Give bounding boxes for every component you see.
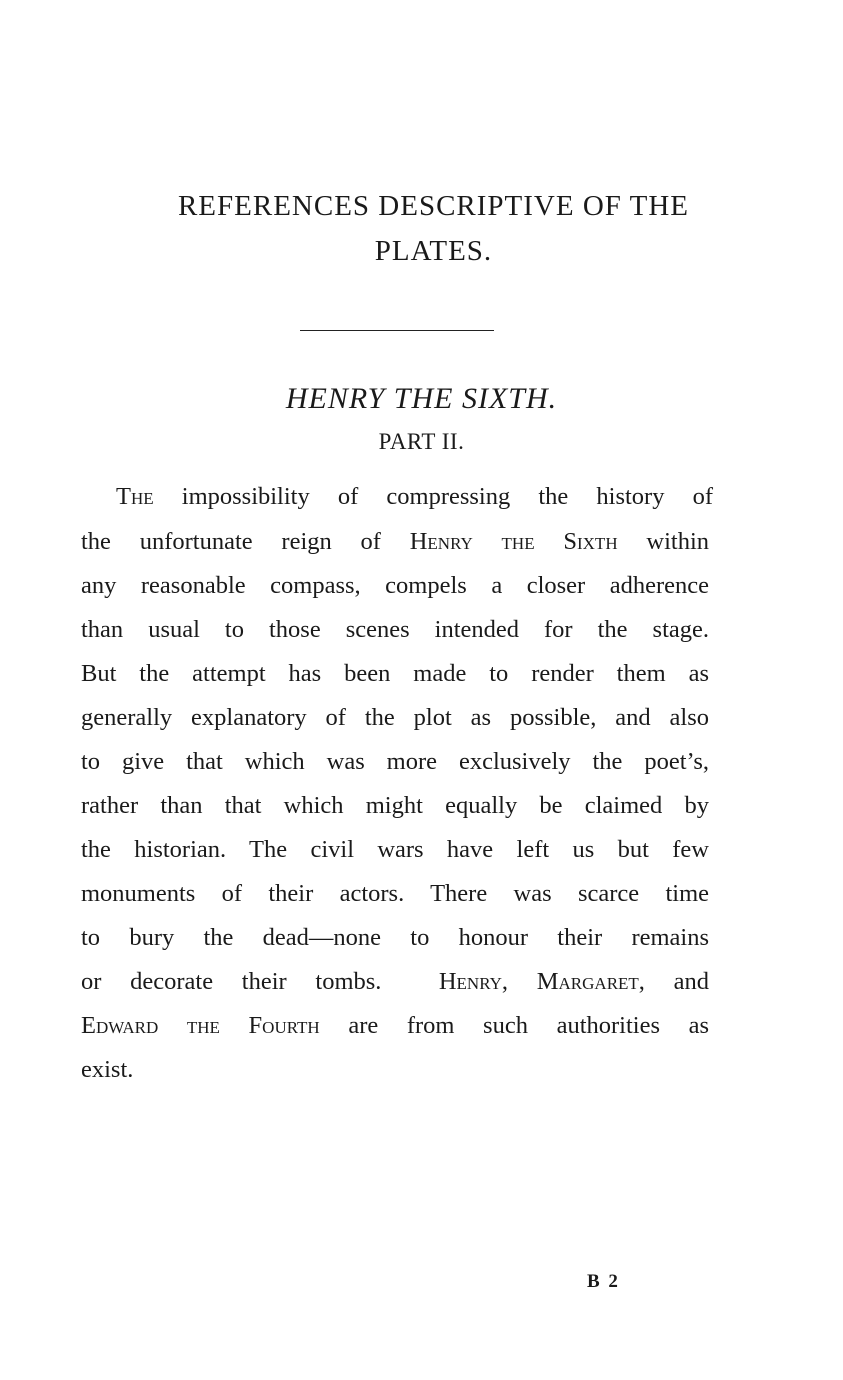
- name-henry: Henry: [438, 968, 502, 995]
- text-span: the unfortunate reign of: [81, 528, 410, 555]
- text-span: within: [617, 528, 710, 555]
- text-line-9: the historian. The civil wars have left us but few: [81, 836, 709, 863]
- text-line-12: [81, 970, 709, 995]
- page-title-line-1: REFERENCES DESCRIPTIVE OF THE: [177, 190, 690, 222]
- text-line-6: generally explanatory of the plot as possible, and also: [81, 704, 709, 731]
- text-line-1: [116, 485, 713, 510]
- section-title: HENRY THE SIXTH.: [285, 382, 558, 415]
- name-edward-the-fourth: Edward the Fourth: [81, 1012, 320, 1039]
- text-span: are from such authorities as: [319, 1012, 710, 1039]
- text-span: , and: [638, 968, 710, 995]
- text-line-2: [81, 530, 709, 555]
- text-line-10: monuments of their actors. There was scarce time: [81, 880, 709, 907]
- signature-mark: B 2: [587, 1271, 620, 1292]
- text-line-13: [81, 1014, 709, 1039]
- text-line-7: to give that which was more exclusively the poet’s,: [81, 748, 709, 775]
- text-line-5: But the attempt has been made to render them as: [81, 660, 709, 687]
- drop-word: The: [116, 483, 154, 510]
- text-line-14: exist.: [81, 1056, 134, 1083]
- text-line-11: to bury the dead—none to honour their remains: [81, 924, 709, 951]
- part-label: PART II.: [378, 429, 465, 454]
- text-span: impossibility of compressing the history of: [153, 483, 713, 510]
- text-line-3: any reasonable compass, compels a closer adherence: [81, 572, 709, 599]
- text-line-4: than usual to those scenes intended for the stage.: [81, 616, 709, 643]
- divider-rule: [300, 330, 494, 331]
- text-line-8: rather than that which might equally be claimed by: [81, 792, 709, 819]
- name-henry-the-sixth: Henry the Sixth: [409, 528, 618, 555]
- name-margaret: Margaret: [536, 968, 639, 995]
- text-span: or decorate their tombs.: [81, 968, 439, 995]
- text-span: ,: [501, 968, 537, 995]
- page-title-line-2: PLATES.: [374, 235, 493, 267]
